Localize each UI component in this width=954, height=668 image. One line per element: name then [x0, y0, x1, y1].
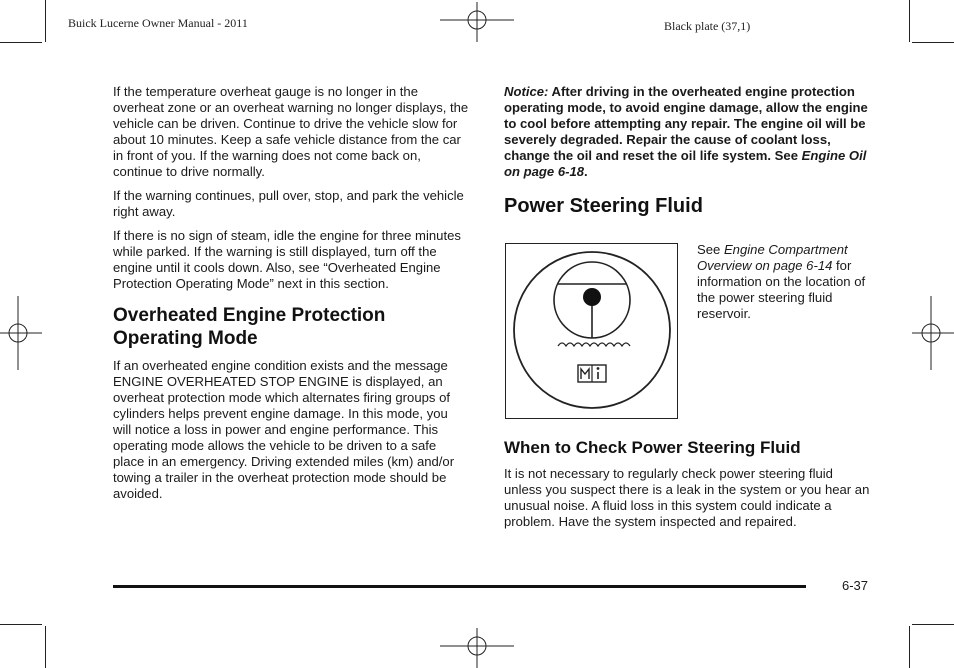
section-heading: Power Steering Fluid: [504, 195, 703, 217]
see-prefix: See: [697, 242, 721, 257]
manual-title: Buick Lucerne Owner Manual - 2011: [68, 16, 248, 30]
crop-mark: [909, 0, 910, 42]
crop-mark: [0, 42, 42, 43]
paragraph: It is not necessary to regularly check power steering fluid unless you suspect there is a leak in the system or you hear an unusual noise. A fluid loss in this system could indicate a problem. Have the system inspected and repaired.: [504, 466, 870, 529]
registration-mark-icon: [0, 296, 42, 370]
paragraph: If the warning continues, pull over, stop, and park the vehicle right away.: [113, 188, 464, 219]
figure-box: [505, 243, 678, 419]
right-column: [504, 84, 870, 228]
subsection-heading: When to Check Power Steering Fluid: [504, 438, 801, 457]
notice-reference-link[interactable]: Engine Oil on page 6-18: [504, 148, 867, 179]
crop-mark: [45, 0, 46, 42]
notice-paragraph: [504, 84, 870, 180]
registration-mark-icon: [912, 296, 954, 370]
footer-rule: [113, 585, 806, 588]
registration-mark-icon: [440, 628, 514, 668]
left-column: [113, 84, 469, 510]
right-column-lower: [504, 438, 870, 538]
see-suffix: for information on the location of the power steering fluid reservoir.: [697, 258, 866, 321]
paragraph: If an overheated engine condition exists and the message ENGINE OVERHEATED STOP ENGINE is displayed, an overheat protection mode which alternates firing groups of cylinders helps prevent engine damage. In this mode, you will notice a loss in power and engine performance. This operating mode allows the vehicle to be driven to a safe place in an emergency. Driving extended miles (km) and/or towing a trailer in the overheat protection mode should be avoided.: [113, 358, 455, 501]
crop-mark: [912, 42, 954, 43]
see-reference-link[interactable]: Engine Compartment Overview on page 6-14: [697, 242, 848, 273]
notice-body: After driving in the overheated engine protection operating mode, to avoid engine damage, allow the engine to cool before attempting any repair. The engine oil will be severely degraded. Repair the cause of coolant loss, change the oil and reset the oil life system. See: [504, 84, 868, 163]
notice-label: Notice:: [504, 84, 549, 99]
page-number: 6-37: [842, 578, 869, 593]
crop-mark: [912, 624, 954, 625]
paragraph: If there is no sign of steam, idle the engine for three minutes while parked. If the warning is still displayed, turn off the engine until it cools down. Also, see “Overheated Engine Protection Operating Mode” next in this section.: [113, 228, 461, 291]
crop-mark: [45, 626, 46, 668]
plate-label: Black plate (37,1): [664, 19, 751, 33]
power-steering-fluid-cap-icon: [506, 244, 677, 418]
crop-mark: [909, 626, 910, 668]
paragraph: If the temperature overheat gauge is no longer in the overheat zone or an overheat warning no longer displays, the vehicle can be driven. Continue to drive the vehicle slow for about 10 minutes. Keep a safe vehicle distance from the car in front of you. If the warning does not come back on, continue to drive normally.: [113, 84, 469, 179]
section-heading: Overheated Engine Protection Operating Mode: [113, 305, 386, 349]
registration-mark-icon: [440, 2, 514, 42]
see-reference-text: [697, 242, 872, 322]
notice-end: .: [584, 164, 588, 179]
crop-mark: [0, 624, 42, 625]
